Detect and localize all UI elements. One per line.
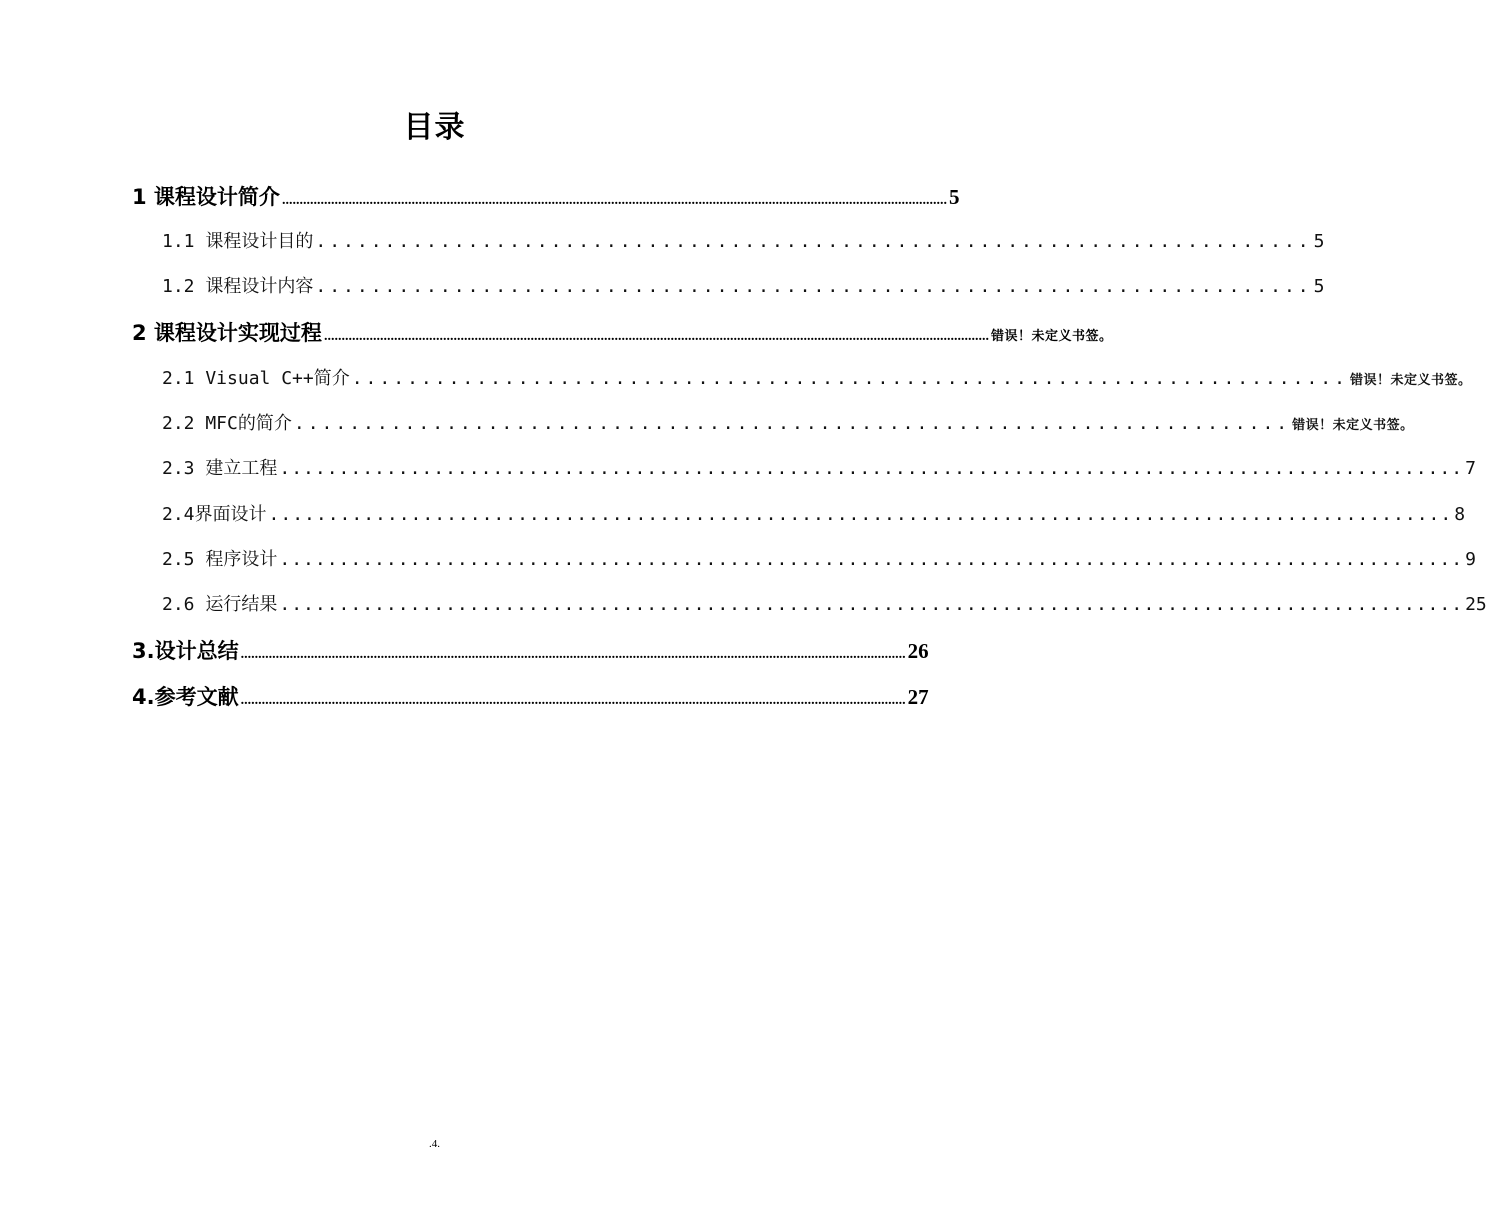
toc-leader: .............................................................................................................................................................................................. (240, 647, 906, 662)
toc-entry-2-2[interactable] (162, 409, 1414, 439)
toc-entry-page: 25 (1465, 594, 1487, 615)
toc-entry-2[interactable] (132, 318, 1113, 348)
toc-entry-page: 26 (907, 639, 929, 663)
toc-entry-page-error: 错误！未定义书签。 (1349, 373, 1472, 388)
toc-entry-label: 2.2 MFC的简介 (162, 413, 292, 434)
toc-leader: .............................................................................................................................................................................................. (281, 193, 947, 208)
toc-entry-2-6[interactable] (162, 590, 1487, 620)
toc-entry-label: 4.参考文献 (132, 685, 239, 709)
toc-entry-2-4[interactable] (162, 500, 1466, 530)
toc-entry-label: 1.2 课程设计内容 (162, 276, 314, 297)
toc-entry-page: 5 (948, 185, 960, 209)
toc-entry-page: 9 (1465, 549, 1476, 570)
toc-leader: .................................................................................................... (279, 549, 1464, 570)
toc-entry-2-5[interactable] (162, 545, 1476, 575)
toc-leader: .................................................................................................... (268, 504, 1453, 525)
toc-leader: .................................................................................................... (279, 594, 1464, 615)
toc-entry-3[interactable] (132, 636, 929, 666)
page-number-footer: .4. (429, 1138, 440, 1150)
toc-entry-label: 2 课程设计实现过程 (132, 321, 322, 345)
toc-entry-label: 3.设计总结 (132, 639, 239, 663)
toc-entry-4[interactable] (132, 682, 929, 712)
toc-entry-page-error: 错误！未定义书签。 (990, 329, 1113, 344)
toc-entry-label: 2.4界面设计 (162, 504, 267, 525)
toc-entry-label: 2.6 运行结果 (162, 594, 278, 615)
toc-leader: .............................................................................................................................................................................................. (323, 329, 989, 344)
toc-entry-label: 2.3 建立工程 (162, 458, 278, 479)
toc-entry-page: 8 (1454, 504, 1466, 525)
toc-leader: ........................................................................ (293, 413, 1291, 434)
toc-entry-page: 5 (1313, 231, 1325, 252)
toc-entry-page-error: 错误！未定义书签。 (1292, 418, 1414, 433)
toc-leader: .................................................................................................... (279, 458, 1464, 479)
toc-entry-1[interactable] (132, 182, 960, 212)
toc-entry-label: 2.1 Visual C++简介 (162, 368, 350, 389)
toc-entry-1-2[interactable] (162, 272, 1325, 302)
toc-leader: ........................................................................ (315, 276, 1312, 297)
toc-leader: ........................................................................ (351, 368, 1348, 389)
toc-entry-2-3[interactable] (162, 454, 1476, 484)
toc-entry-label: 2.5 程序设计 (162, 549, 278, 570)
toc-entry-label: 1.1 课程设计目的 (162, 231, 314, 252)
toc-entry-2-1[interactable] (162, 364, 1472, 394)
toc-title: 目录 (403, 110, 466, 145)
toc-entry-1-1[interactable] (162, 227, 1325, 257)
toc-entry-page: 7 (1465, 458, 1476, 479)
toc-entry-page: 5 (1313, 276, 1325, 297)
toc-leader: ........................................................................ (315, 231, 1312, 252)
toc-leader: .............................................................................................................................................................................................. (240, 693, 906, 708)
toc-entry-page: 27 (907, 685, 929, 709)
toc-entry-label: 1 课程设计简介 (132, 185, 280, 209)
